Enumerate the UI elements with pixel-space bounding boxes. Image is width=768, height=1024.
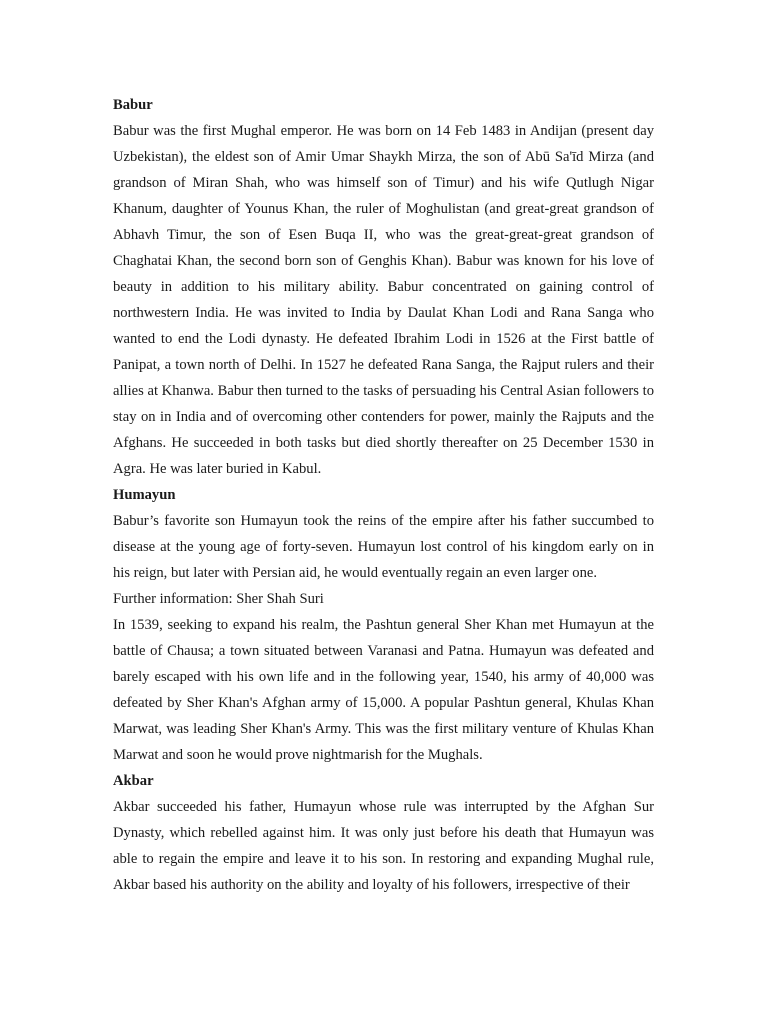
babur-paragraph: Babur was the first Mughal emperor. He was born on 14 Feb 1483 in Andijan (present day Uzbekistan), the eldest son of Amir Umar Shaykh Mirza, the son of Abū Sa'īd Mirza (and grandson of Miran Shah, who was himself son of Timur) and his wife Qutlugh Nigar Khanum, daughter of Younus Khan, the ruler of Moghulistan (and great-great grandson of Abhavh Timur, the son of Esen Buqa II, who was the great-great-great grandson of Chaghatai Khan, the second born son of Genghis Khan). Babur was known for his love of beauty in addition to his military ability. Babur concentrated on gaining control of northwestern India. He was invited to India by Daulat Khan Lodi and Rana Sanga who wanted to end the Lodi dynasty. He defeated Ibrahim Lodi in 1526 at the First battle of Panipat, a town north of Delhi. In 1527 he defeated Rana Sanga, the Rajput rulers and their allies at Khanwa. Babur then turned to the tasks of persuading his Central Asian followers to stay on in India and of overcoming other contenders for power, mainly the Rajputs and the Afghans. He succeeded in both tasks but died shortly thereafter on 25 December 1530 in Agra. He was later buried in Kabul. [113, 123, 654, 477]
humayun-heading: Humayun [113, 487, 176, 503]
babur-heading: Babur [113, 97, 153, 113]
akbar-heading: Akbar [113, 773, 154, 789]
further-information-line: Further information: Sher Shah Suri [113, 591, 324, 607]
sher-khan-paragraph: In 1539, seeking to expand his realm, the Pashtun general Sher Khan met Humayun at the battle of Chausa; a town situated between Varanasi and Patna. Humayun was defeated and barely escaped with his own life and in the following year, 1540, his army of 40,000 was defeated by Sher Khan's Afghan army of 15,000. A popular Pashtun general, Khulas Khan Marwat, was leading Sher Khan's Army. This was the first military venture of Khulas Khan Marwat and soon he would prove nightmarish for the Mughals. [113, 617, 654, 763]
humayun-paragraph: Babur’s favorite son Humayun took the reins of the empire after his father succumbed to disease at the young age of forty-seven. Humayun lost control of his kingdom early on in his reign, but later with Persian aid, he would eventually regain an even larger one. [113, 513, 654, 581]
document-page [113, 92, 654, 898]
akbar-paragraph: Akbar succeeded his father, Humayun whose rule was interrupted by the Afghan Sur Dynasty, which rebelled against him. It was only just before his death that Humayun was able to regain the empire and leave it to his son. In restoring and expanding Mughal rule, Akbar based his authority on the ability and loyalty of his followers, irrespective of their [113, 799, 654, 893]
